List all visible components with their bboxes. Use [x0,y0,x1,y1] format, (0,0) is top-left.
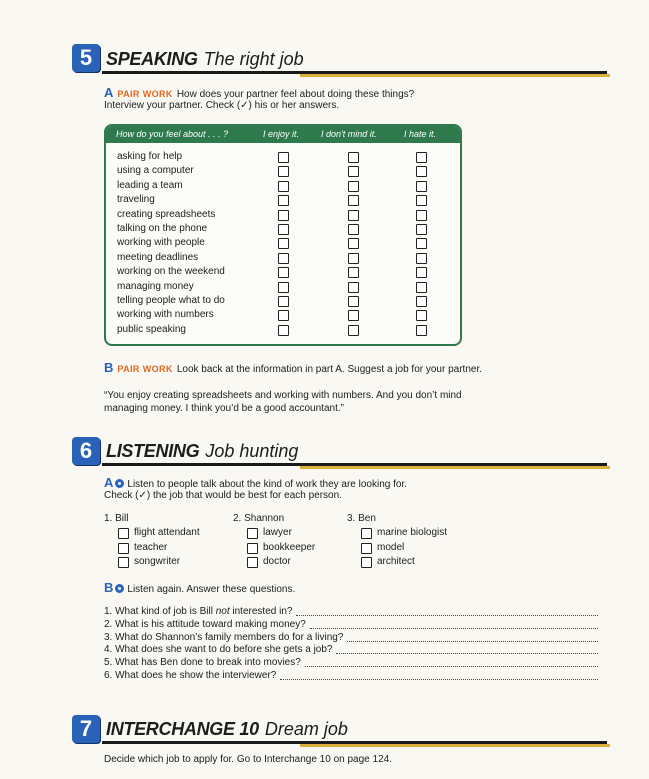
table-row-label: telling people what to do [117,295,225,306]
job-option-label: marine biologist [377,527,448,538]
question-text [104,656,301,669]
job-option-checkbox[interactable] [118,557,129,568]
section-5-title [106,49,304,70]
job-option-label: architect [377,556,415,567]
table-row-label: traveling [117,194,155,206]
table-row-label: using a computer [117,165,194,177]
question-pre: 1. What kind of job is Bill [104,606,216,617]
checkbox-enjoy[interactable] [278,195,289,206]
section-5-part-b-instructions [104,361,482,376]
checkbox-enjoy[interactable] [278,181,289,192]
table-row-label: working with people [117,237,205,249]
section-6-subtitle: Job hunting [205,441,299,461]
section-7-text: Decide which job to apply for. Go to Interchange 10 on page 124. [104,754,392,765]
part-b-text: Look back at the information in part A. Suggest a job for your partner. [176,364,483,375]
header-dont-mind: I don't mind it. [321,129,377,139]
question-text [104,669,276,682]
job-option-checkbox[interactable] [247,528,258,539]
checkbox-enjoy[interactable] [278,152,289,163]
answer-line[interactable] [336,653,598,654]
pair-work-label: PAIR WORK [117,89,173,99]
example-quote-line2: managing money. I think you’d be a good accountant.” [104,403,344,414]
question-pre: 4. What does she want to do before she gets a job? [104,644,333,656]
job-option-checkbox[interactable] [361,543,372,554]
checkbox-hate[interactable] [416,325,427,336]
checkbox-enjoy[interactable] [278,238,289,249]
checkbox-hate[interactable] [416,224,427,235]
part-a-letter: A [104,85,114,100]
person-label: 1. Bill [104,513,129,524]
checkbox-enjoy[interactable] [278,282,289,293]
checkbox-enjoy[interactable] [278,224,289,235]
question-pre: 6. What does he show the interviewer? [104,670,277,681]
question-pre: 5. What has Ben done to break into movies? [104,657,301,669]
checkbox-dont-mind[interactable] [348,152,359,163]
s6-part-a-letter: A [104,475,114,490]
checkbox-hate[interactable] [416,166,427,177]
section-6-title [106,441,298,462]
job-option-label: flight attendant [134,527,200,538]
job-option-label: doctor [263,556,291,567]
checkbox-enjoy[interactable] [278,310,289,321]
s6-part-a-line2: Check (✓) the job that would be best for each person. [104,490,342,501]
job-option-label: lawyer [263,527,292,538]
checkbox-dont-mind[interactable] [348,195,359,206]
question-post: interested in? [229,606,293,617]
answer-line[interactable] [280,679,598,680]
table-row-label: creating spreadsheets [117,208,216,220]
table-row-label: public speaking [117,323,186,335]
checkbox-hate[interactable] [416,253,427,264]
audio-cd-icon-b [115,584,124,593]
question-text [104,643,332,656]
question-pre: 3. What do Shannon’s family members do for a living? [104,631,344,643]
s6-part-b-text: Listen again. Answer these questions. [127,584,296,595]
answer-line[interactable] [347,641,598,642]
table-row-label: working with numbers [117,309,214,321]
part-a-line1: How does your partner feel about doing these things? [176,89,415,100]
table-row-label: managing money [117,280,194,292]
checkbox-hate[interactable] [416,282,427,293]
header-enjoy: I enjoy it. [263,129,300,139]
part-a-line2: Interview your partner. Check (✓) his or her answers. [104,100,340,111]
answer-line[interactable] [296,615,598,616]
section-7-subtitle: Dream job [264,719,348,739]
checkbox-enjoy[interactable] [278,253,289,264]
checkbox-hate[interactable] [416,310,427,321]
job-option-checkbox[interactable] [361,528,372,539]
question-text [104,618,306,631]
section-6-part-b-instructions [104,581,295,596]
job-option-label: teacher [134,541,168,553]
section-5-subtitle: The right job [203,49,304,69]
checkbox-dont-mind[interactable] [348,210,359,221]
checkbox-dont-mind[interactable] [348,253,359,264]
section-5-gold-rule [300,74,610,77]
checkbox-hate[interactable] [416,195,427,206]
checkbox-enjoy[interactable] [278,166,289,177]
table-row-label: talking on the phone [117,223,208,234]
checkbox-dont-mind[interactable] [348,238,359,249]
checkbox-dont-mind[interactable] [348,166,359,177]
s6-part-b-letter: B [104,580,114,595]
checkbox-dont-mind[interactable] [348,282,359,293]
checkbox-dont-mind[interactable] [348,296,359,307]
answer-line[interactable] [305,666,598,667]
section-6-badge: 6 [72,437,100,465]
checkbox-enjoy[interactable] [278,210,289,221]
audio-cd-icon [115,479,124,488]
checkbox-dont-mind[interactable] [348,325,359,336]
s6-part-a-line1: Listen to people talk about the kind of work they are looking for. [127,479,408,490]
checkbox-enjoy[interactable] [278,267,289,278]
section-6-gold-rule [300,466,610,469]
part-b-letter: B [104,360,114,375]
job-option-checkbox[interactable] [247,557,258,568]
job-option-checkbox[interactable] [361,557,372,568]
checkbox-dont-mind[interactable] [348,181,359,192]
answer-line[interactable] [310,628,598,629]
feelings-table [104,124,462,346]
example-quote-line1: “You enjoy creating spreadsheets and working with numbers. And you don’t mind [104,390,462,401]
checkbox-hate[interactable] [416,181,427,192]
job-option-label: songwriter [134,556,181,567]
checkbox-enjoy[interactable] [278,296,289,307]
table-row-label: working on the weekend [117,266,225,278]
section-5-heading: SPEAKING [106,49,198,69]
job-option-checkbox[interactable] [118,528,129,539]
header-how-do-you-feel: How do you feel about . . . ? [116,129,229,139]
section-7-title [106,719,348,740]
question-text [104,605,292,618]
checkbox-dont-mind[interactable] [348,310,359,321]
header-hate: I hate it. [404,129,437,139]
job-option-checkbox[interactable] [118,543,129,554]
checkbox-dont-mind[interactable] [348,267,359,278]
feelings-table-header [106,126,460,143]
job-option-checkbox[interactable] [247,543,258,554]
person-label: 2. Shannon [233,513,285,524]
section-5-badge: 5 [72,44,100,72]
checkbox-hate[interactable] [416,267,427,278]
table-row-label: leading a team [117,179,183,191]
section-7-badge: 7 [72,715,100,743]
question-pre: 2. What is his attitude toward making money? [104,618,306,630]
pair-work-label-b: PAIR WORK [117,364,173,374]
job-option-label: model [377,541,405,553]
checkbox-hate[interactable] [416,152,427,163]
section-6-heading: LISTENING [106,441,200,461]
table-row-label: asking for help [117,151,183,162]
checkbox-enjoy[interactable] [278,325,289,336]
question-text [104,631,343,644]
table-row-label: meeting deadlines [117,251,199,263]
checkbox-dont-mind[interactable] [348,224,359,235]
section-7-gold-rule [300,744,610,747]
job-option-label: bookkeeper [263,541,316,553]
question-emphasis: not [215,606,230,617]
checkbox-hate[interactable] [416,238,427,249]
section-7-heading: INTERCHANGE 10 [106,719,259,739]
checkbox-hate[interactable] [416,296,427,307]
checkbox-hate[interactable] [416,210,427,221]
person-label: 3. Ben [347,513,376,524]
